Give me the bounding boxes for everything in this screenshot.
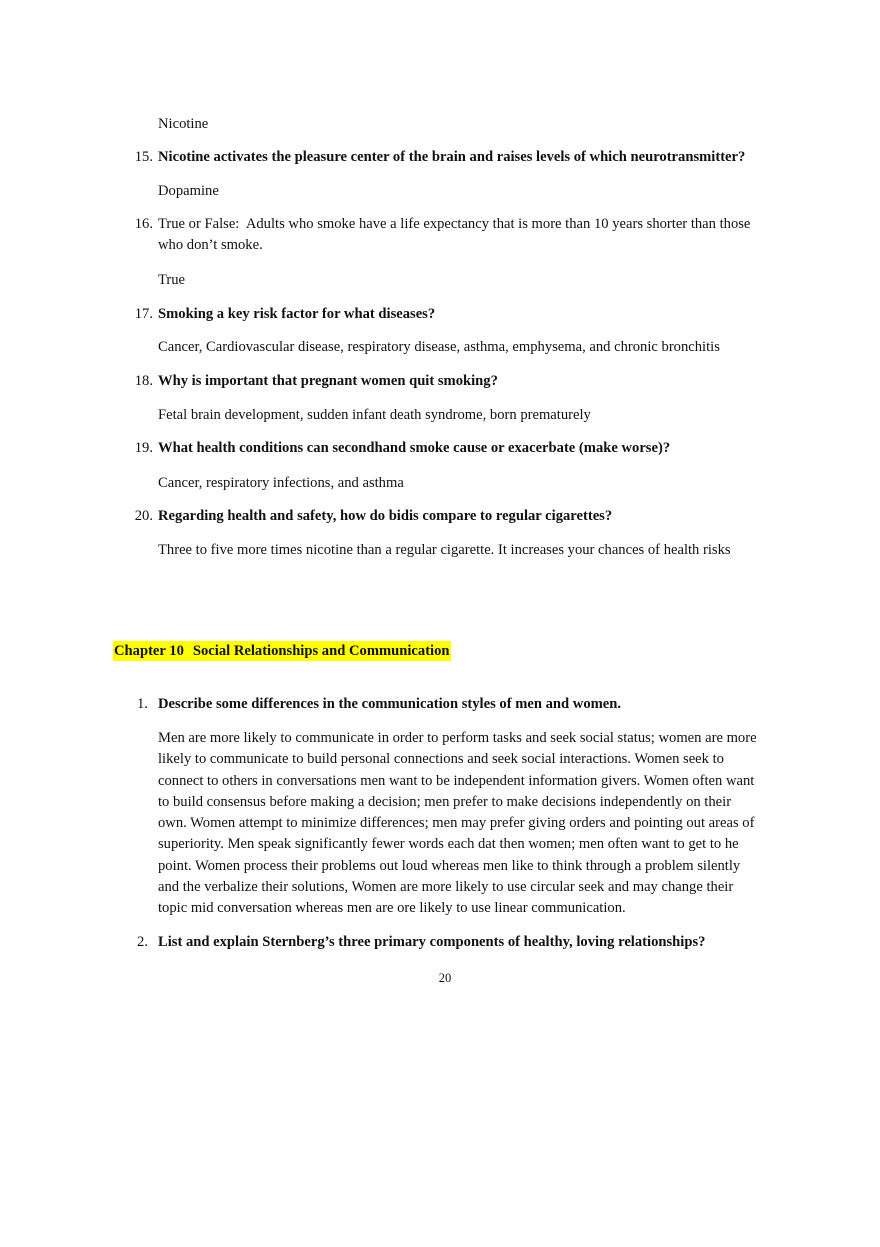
- question-number: 15.: [134, 149, 153, 165]
- question-text: List and explain Sternberg’s three primary components of healthy, loving relationships?: [158, 934, 706, 950]
- answer-line: point. Women process their problems out loud whereas men like to think through a problem silently: [158, 857, 741, 874]
- answer-text: Cancer, respiratory infections, and asthma: [158, 475, 404, 491]
- chapter-label: Chapter 10: [114, 643, 184, 659]
- question-text: What health conditions can secondhand smoke cause or exacerbate (make worse)?: [158, 440, 671, 456]
- answer-line: topic mid conversation whereas men are ore likely to use linear communication.: [158, 900, 626, 917]
- answer-text: True: [158, 272, 186, 288]
- answer-line: connect to others in conversations men want to be independent information givers. Women often want: [158, 772, 755, 789]
- prev-answer: Nicotine: [158, 116, 209, 132]
- answer-line: superiority. Men speak significantly fewer words each dat then women; men often want to get to he: [158, 836, 739, 853]
- answer-text: Fetal brain development, sudden infant death syndrome, born prematurely: [158, 407, 591, 423]
- question-number: 2.: [137, 934, 148, 950]
- question-number: 18.: [134, 373, 153, 389]
- question-text-continued: who don’t smoke.: [158, 237, 263, 253]
- question-text: Smoking a key risk factor for what diseases?: [158, 306, 436, 322]
- answer-text: Three to five more times nicotine than a regular cigarette. It increases your chances of health risks: [158, 542, 731, 558]
- answer-line: Men are more likely to communicate in order to perform tasks and seek social status; women are more: [158, 730, 757, 746]
- answer-line: to build consensus before making a decision; men prefer to make decisions independently on their: [158, 793, 732, 810]
- question-number: 16.: [134, 216, 153, 232]
- answer-text: Dopamine: [158, 183, 219, 199]
- answer-paragraph: [158, 728, 774, 920]
- answer-text: Cancer, Cardiovascular disease, respiratory disease, asthma, emphysema, and chronic bronchitis: [158, 339, 720, 355]
- chapter-title: Social Relationships and Communication: [192, 643, 450, 659]
- question-number: 20.: [134, 508, 153, 524]
- question-number: 1.: [137, 696, 148, 712]
- question-number: 19.: [134, 440, 153, 456]
- chapter-heading: [113, 641, 451, 661]
- question-text: Regarding health and safety, how do bidis compare to regular cigarettes?: [158, 508, 613, 524]
- question-text: Nicotine activates the pleasure center of the brain and raises levels of which neurotransmitter?: [158, 149, 746, 165]
- question-text: Describe some differences in the communication styles of men and women.: [158, 696, 622, 712]
- question-number: 17.: [134, 306, 153, 322]
- question-text: True or False: Adults who smoke have a life expectancy that is more than 10 years shorter than those: [158, 216, 751, 232]
- question-text: Why is important that pregnant women quit smoking?: [158, 373, 498, 389]
- answer-line: own. Women attempt to minimize differences; men may prefer giving orders and pointing out areas of: [158, 815, 755, 832]
- answer-line: and the verbalize their solutions, Women are more likely to use circular seek and may change their: [158, 879, 734, 896]
- page-number: 20: [438, 971, 452, 985]
- answer-line: likely to communicate to build personal connections and seek social interactions. Women seek to: [158, 751, 724, 768]
